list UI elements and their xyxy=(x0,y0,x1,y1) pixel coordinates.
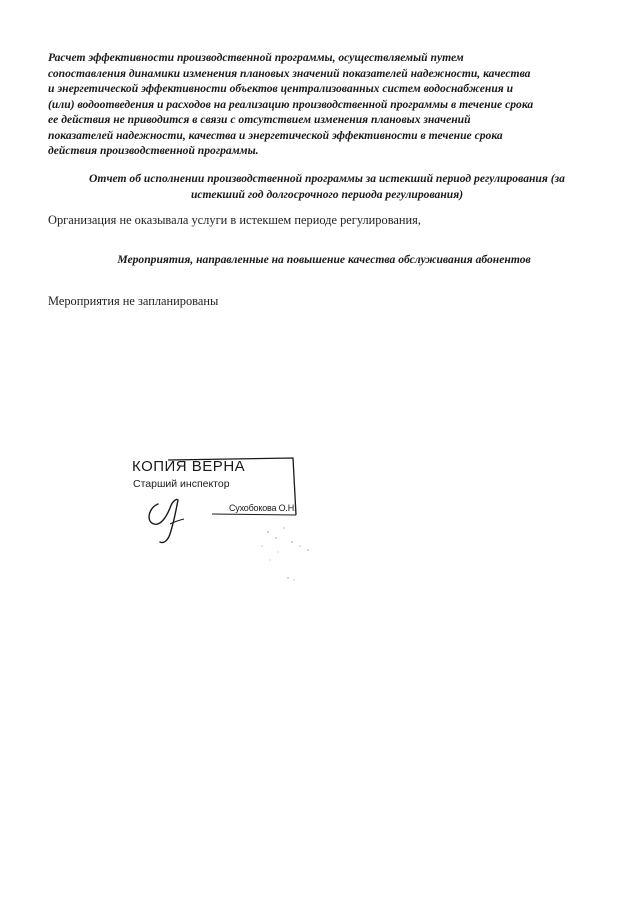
measures-title: Мероприятия, направленные на повышение качества обслуживания абонентов xyxy=(117,253,531,266)
heading-line: сопоставления динамики изменения плановых значений показателей надежности, качества xyxy=(48,66,531,80)
heading-line: ее действия не приводится в связи с отсутствием изменения плановых значений xyxy=(48,113,471,126)
report-text: Организация не оказывала услуги в истекшем периоде регулирования, xyxy=(48,213,421,227)
heading-line: показателей надежности, качества и энергетической эффективности в течение срока xyxy=(48,128,503,142)
handwritten-signature xyxy=(140,488,210,548)
scan-noise xyxy=(248,520,328,590)
stamp-signer-name: Сухобокова О.Н. xyxy=(229,503,297,513)
report-title xyxy=(62,171,592,202)
heading-line: действия производственной программы. xyxy=(48,144,259,157)
heading-line: (или) водоотведения и расходов на реализацию производственной программы в течение срока xyxy=(48,97,534,111)
stamp-role: Старший инспектор xyxy=(133,478,230,490)
efficiency-calculation-note xyxy=(48,50,596,159)
heading-line: и энергетической эффективности объектов централизованных систем водоснабжения и xyxy=(48,82,514,95)
report-title-line: истекший год долгосрочного периода регулирования) xyxy=(190,187,464,201)
measures-text: Мероприятия не запланированы xyxy=(48,294,219,308)
stamp-title: КОПИЯ ВЕРНА xyxy=(132,458,246,475)
heading-line: Расчет эффективности производственной программы, осуществляемый путем xyxy=(48,51,464,64)
report-title-line: Отчет об исполнении производственной программы за истекший период регулирования (за xyxy=(89,172,565,185)
